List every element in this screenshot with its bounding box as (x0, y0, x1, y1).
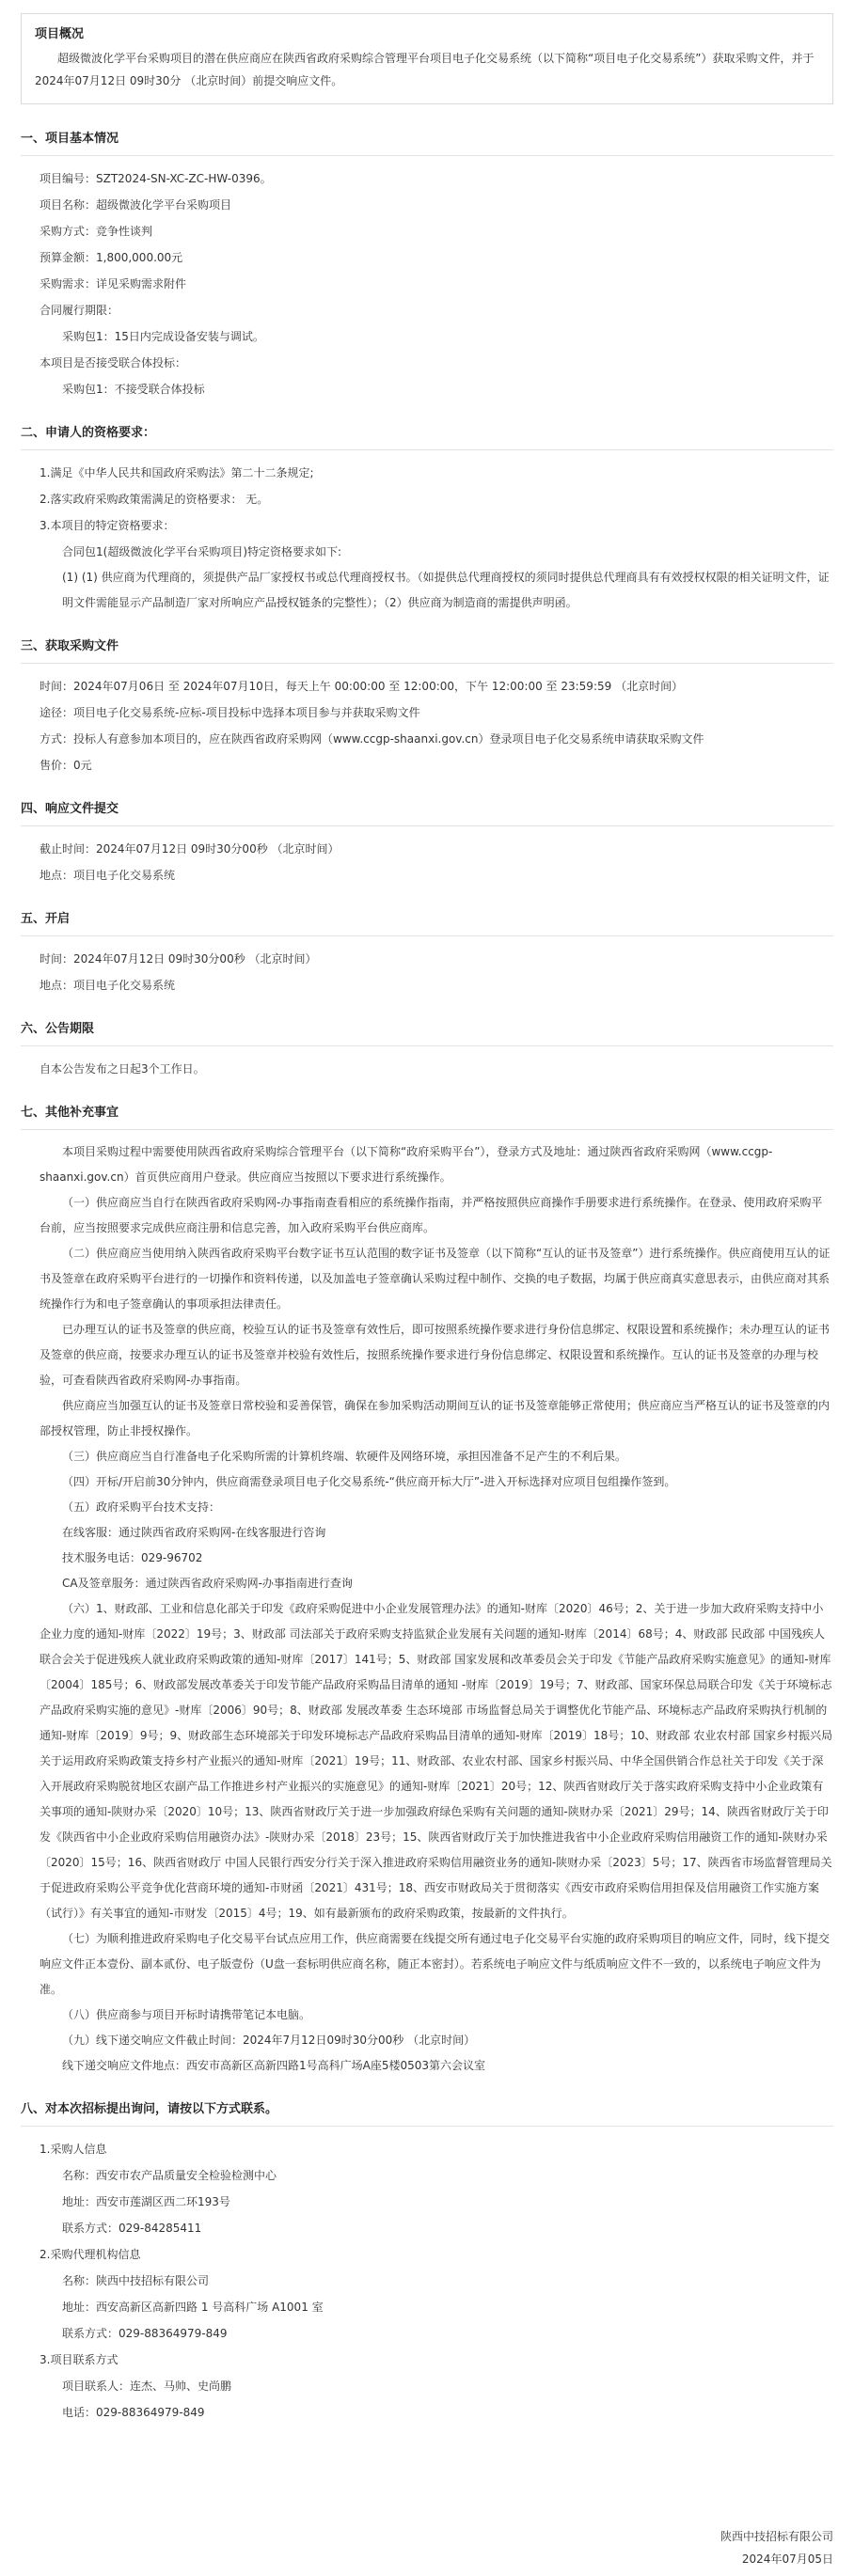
other-p4: 供应商应当加强互认的证书及签章日常校验和妥善保管，确保在参加采购活动期间互认的证书及签章能够正常使用；供应商应当严格互认的证书及签章的内部授权管理，防止非授权操作。 (40, 1399, 830, 1437)
announcement-page (0, 13, 854, 2576)
contact-heading: 3.项目联系方式 (40, 2353, 119, 2366)
other-p2: （二）供应商应当使用纳入陕西省政府采购平台数字证书互认范围的数字证书及签章（以下简称“互认的证书及签章”）进行系统操作。供应商使用互认的证书及签章在政府采购平台进行的一切操作和资料传递，以及加盖电子签章确认采购过程中制作、交换的电子数据，均属于供应商真实意思表示，由供应商对其系统操作行为和电子签章确认的事项承担法律责任。 (40, 1247, 830, 1311)
signature-block (720, 2525, 833, 2570)
contract-period-label: 合同履行期限： (40, 304, 119, 317)
section-title: 七、其他补充事宜 (21, 1106, 119, 1120)
other-p3: 已办理互认的证书及签章的供应商，校验互认的证书及签章有效性后，即可按照系统操作要求进行身份信息绑定、权限设置和系统操作；未办理互认的证书及签章的供应商，按要求办理互认的证书及签章并校验有效性后，按照系统操作要求进行身份信息绑定、权限设置和系统操作。互认的证书及签章的办理与校验，可查看陕西省政府采购网-办事指南。 (40, 1323, 830, 1387)
contract-period-pkg1: 采购包1：15日内完成设备安装与调试。 (62, 330, 264, 343)
other-p14: （九）线下递交响应文件截止时间：2024年7月12日09时30分00秒 （北京时间） (62, 2034, 476, 2047)
purchaser-address: 地址：西安市莲湖区西二环193号 (62, 2195, 230, 2208)
procurement-requirement: 采购需求：详见采购需求附件 (40, 277, 187, 291)
section-title: 五、开启 (21, 912, 71, 926)
qualification-detail: (1) (1) 供应商为代理商的，须提供产品厂家授权书或总代理商授权书。（如提供总代理商授权的须同时提供总代理商具有有效授权权限的相关证明文件，证明文件需能显示产品制造厂家对所响应产品授权链条的完整性）；（2）供应商为制造商的需提供声明函。 (62, 571, 830, 609)
notice-period-text: 自本公告发布之日起3个工作日。 (40, 1062, 205, 1076)
agency-heading: 2.采购代理机构信息 (40, 2248, 141, 2261)
divider (21, 155, 833, 156)
get-docs-time: 时间：2024年07月06日 至 2024年07月10日，每天上午 00:00:00 至 12:00:00，下午 12:00:00 至 23:59:59 （北京时间） (40, 680, 684, 693)
other-p0: 本项目采购过程中需要使用陕西省政府采购综合管理平台（以下简称“政府采购平台”），登录方式及地址：通过陕西省政府采购网（www.ccgp-shaanxi.gov.cn）首页供应商用户登录。供应商应当按照以下要求进行系统操作。 (40, 1145, 773, 1184)
submission-place: 地点：项目电子化交易系统 (40, 869, 176, 882)
divider (21, 825, 833, 826)
other-p12: （七）为顺利推进政府采购电子化交易平台试点应用工作，供应商需要在线提交所有通过电子化交易平台实施的政府采购项目的响应文件，同时，线下提交响应文件正本壹份、副本贰份、电子版壹份（U盘一套标明供应商名称，随正本密封）。若系统电子响应文件与纸质响应文件不一致的，以系统电子响应文件为准。 (40, 1932, 830, 1996)
qualification-1: 1.满足《中华人民共和国政府采购法》第二十二条规定; (40, 466, 314, 479)
budget-amount: 预算金额：1,800,000.00元 (40, 251, 183, 264)
agency-name: 名称：陕西中技招标有限公司 (62, 2274, 210, 2287)
other-p1: （一）供应商应当自行在陕西省政府采购网-办事指南查看相应的系统操作指南，并严格按照供应商操作手册要求进行系统操作。在登录、使用政府采购平台前，应当按照要求完成供应商注册和信息完善，加入政府采购平台供应商库。 (40, 1196, 823, 1234)
section-title: 二、申请人的资格要求： (21, 426, 156, 440)
contact-people: 项目联系人：连杰、马帅、史尚鹏 (62, 2380, 232, 2393)
get-docs-method: 方式：投标人有意参加本项目的，应在陕西省政府采购网（www.ccgp-shaanxi.gov.cn）登录项目电子化交易系统申请获取采购文件 (40, 732, 704, 746)
overview-title: 项目概况 (35, 27, 85, 41)
get-docs-price: 售价：0元 (40, 759, 92, 772)
section-title: 四、响应文件提交 (21, 802, 119, 816)
other-p7: （五）政府采购平台技术支持： (62, 1500, 221, 1514)
consortium-label: 本项目是否接受联合体投标： (40, 356, 187, 369)
divider (21, 2126, 833, 2127)
section-basic-info (21, 129, 833, 402)
signature-org: 陕西中技招标有限公司 (720, 2530, 833, 2543)
get-docs-way: 途径：项目电子化交易系统-应标-项目投标中选择本项目参与并获取采购文件 (40, 706, 420, 719)
contact-phone: 电话：029-88364979-849 (62, 2406, 205, 2419)
other-p5: （三）供应商应当自行准备电子化采购所需的计算机终端、软硬件及网络环境，承担因准备不足产生的不利后果。 (62, 1450, 627, 1463)
project-overview-box (21, 13, 833, 104)
section-get-documents (21, 636, 833, 778)
qualification-2: 2.落实政府采购政策需满足的资格要求： 无。 (40, 493, 269, 506)
section-title: 八、对本次招标提出询问，请按以下方式联系。 (21, 2102, 278, 2116)
section-contact (21, 2099, 833, 2426)
procurement-method: 采购方式：竞争性谈判 (40, 225, 153, 238)
section-notice-period (21, 1019, 833, 1082)
other-p10: CA及签章服务：通过陕西省政府采购网-办事指南进行查询 (62, 1577, 353, 1590)
agency-phone: 联系方式：029-88364979-849 (62, 2327, 228, 2340)
signature-date: 2024年07月05日 (741, 2552, 833, 2566)
section-other-matters (21, 1103, 833, 2079)
other-p13: （八）供应商参与项目开标时请携带笔记本电脑。 (62, 2008, 311, 2021)
other-p6: （四）开标/开启前30分钟内，供应商需登录项目电子化交易系统-“供应商开标大厅”-进入开标选择对应项目包组操作签到。 (62, 1475, 676, 1488)
section-title: 一、项目基本情况 (21, 132, 119, 146)
section-submission (21, 799, 833, 888)
purchaser-name: 名称：西安市农产品质量安全检验检测中心 (62, 2169, 277, 2182)
opening-place: 地点：项目电子化交易系统 (40, 979, 176, 992)
submission-deadline: 截止时间：2024年07月12日 09时30分00秒 （北京时间） (40, 842, 340, 856)
other-p11: （六）1、财政部、工业和信息化部关于印发《政府采购促进中小企业发展管理办法》的通知-财库〔2020〕46号；2、关于进一步加大政府采购支持中小企业力度的通知-财库〔2022〕19号；3、财政部 司法部关于政府采购支持监狱企业发展有关问题的通知-财库〔2014〕68号；4、财政部 民政部 中国残疾人联合会关于促进残疾人就业政府采购政策的通知-财库〔2017〕141号；5、财政部 国家发展和改革委员会关于印发《节能产品政府采购实施意见》的通知-财库〔2004〕185号；6、财政部发展改革委关于印发节能产品政府采购品目清单的通知 -财库〔2019〕19号；7、财政部、国家环保总局联合印发《关于环境标志产品政府采购实施的意见》-财库〔2006〕90号；8、财政部 发展改革委 生态环境部 市场监督总局关于调整优化节能产品、环境标志产品政府采购执行机制的通知-财库〔2019〕9号；9、财政部生态环境部关于印发环境标志产品政府采购品目清单的通知-财库〔2019〕18号；10、财政部 农业农村部 国家乡村振兴局关于运用政府采购政策支持乡村产业振兴的通知-财库〔2021〕19号；11、财政部、农业农村部、国家乡村振兴局、中华全国供销合作总社关于印发《关于深入开展政府采购脱贫地区农副产品工作推进乡村产业振兴的实施意见》的通知-财库〔2021〕20号；12、陕西省财政厅关于落实政府采购支持中小企业政策有关事项的通知-陕财办采〔2020〕10号；13、陕西省财政厅关于进一步加强政府绿色采购有关问题的通知-陕财办采〔2021〕29号；14、陕西省财政厅关于印发《陕西省中小企业政府采购信用融资办法》-陕财办采〔2018〕23号；15、陕西省财政厅关于加快推进我省中小企业政府采购信用融资工作的通知-陕财办采〔2020〕15号；16、陕西省财政厅 中国人民银行西安分行关于深入推进政府采购信用融资业务的通知-陕财办采〔2023〕5号；17、陕西省市场监督管理局关于促进政府采购公平竞争优化营商环境的通知-市财函〔2021〕431号；18、西安市财政局关于贯彻落实《西安市政府采购信用担保及信用融资工作实施方案（试行）》有关事宜的通知-市财发〔2015〕4号；19、如有最新颁布的政府采购政策，按最新的文件执行。 (40, 1602, 833, 1920)
divider (21, 1129, 833, 1130)
other-p15: 线下递交响应文件地点：西安市高新区高新四路1号高科广场A座5楼0503第六会议室 (62, 2059, 486, 2072)
consortium-pkg1: 采购包1：不接受联合体投标 (62, 383, 205, 396)
section-opening (21, 909, 833, 998)
divider (21, 1045, 833, 1046)
divider (21, 449, 833, 450)
overview-text: 超级微波化学平台采购项目的潜在供应商应在陕西省政府采购综合管理平台项目电子化交易系统（以下简称“项目电子化交易系统”）获取采购文件，并于 2024年07月12日 09时30分 （北京时间）前提交响应文件。 (35, 52, 814, 87)
other-p9: 技术服务电话：029-96702 (62, 1551, 203, 1564)
divider (21, 935, 833, 936)
purchaser-phone: 联系方式：029-84285411 (62, 2222, 202, 2235)
section-qualification (21, 423, 833, 616)
divider (21, 663, 833, 664)
qualification-pkg1: 合同包1(超级微波化学平台采购项目)特定资格要求如下: (62, 545, 342, 558)
section-title: 六、公告期限 (21, 1022, 95, 1036)
project-name: 项目名称：超级微波化学平台采购项目 (40, 198, 232, 212)
qualification-3: 3.本项目的特定资格要求： (40, 519, 175, 532)
other-p8: 在线客服：通过陕西省政府采购网-在线客服进行咨询 (62, 1526, 326, 1539)
section-title: 三、获取采购文件 (21, 639, 119, 653)
agency-address: 地址：西安高新区高新四路 1 号高科广场 A1001 室 (62, 2301, 324, 2314)
purchaser-heading: 1.采购人信息 (40, 2143, 107, 2156)
project-number: 项目编号：SZT2024-SN-XC-ZC-HW-0396。 (40, 172, 272, 185)
opening-time: 时间：2024年07月12日 09时30分00秒 （北京时间） (40, 952, 317, 966)
